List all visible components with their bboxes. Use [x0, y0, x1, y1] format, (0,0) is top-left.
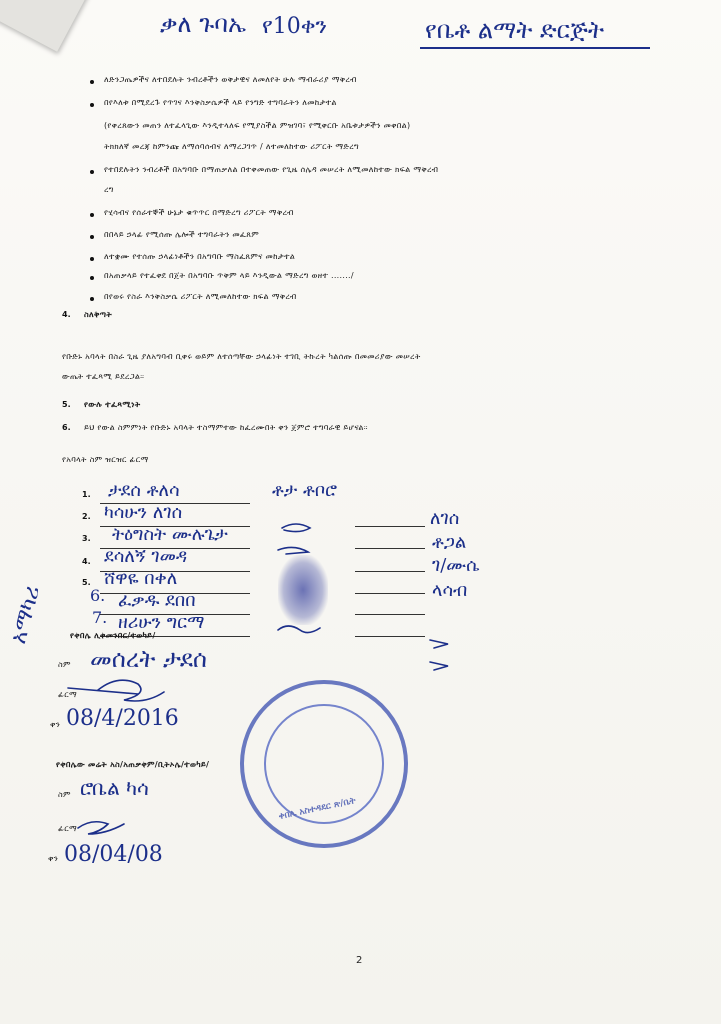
member-name: ታደሰ ቶለሳ	[108, 480, 180, 501]
members-heading: የአባላት ስም ዝርዝር ፊርማ	[62, 455, 149, 464]
member-signature: ለገሰ	[430, 508, 460, 529]
margin-note-handwritten: አማካሪ	[6, 583, 46, 647]
member-name: ትዕግስት ሙሉጌታ	[112, 524, 228, 545]
member-number: 5.	[82, 578, 91, 587]
approver-2-signature-label: ፊርማ	[58, 824, 77, 833]
approver-1-name: መሰረት ታደሰ	[90, 645, 208, 673]
member-signature: ገ/ሙሴ	[432, 555, 480, 576]
approver-1-signature-label: ፊርማ	[58, 690, 77, 699]
bullet-item: በየእለቱ በሚደረጉ የጥገና እንቅስቃሴዎች ላይ የንግድ ተግባራትን ለመከታተል	[104, 98, 337, 107]
section-5-title: የውሉ ተፈጻሚነት	[84, 400, 141, 409]
section-4-title: ስለቅጣት	[84, 310, 112, 319]
approver-1-name-label: ስም	[58, 660, 71, 669]
member-name: ካሳሁን ለገሰ	[104, 502, 183, 523]
approver-2-date: 08/04/08	[64, 842, 163, 867]
bullet-item-cont: ረግ	[104, 185, 114, 194]
bullet-item: ለተቋሙ የተሰጡ ኃላፊነቶችን በአግባቡ ማስፈጸምና መከታተል	[104, 252, 296, 261]
section-4-number: 4.	[62, 310, 71, 319]
bullet-item: በአጠቃላይ የተፈቀደ በጀት በአግባቡ ጥቅም ላይ እንዲውል ማድረግ ወዘተ ......./	[104, 271, 354, 280]
bullet-item: ለድንጋጤዎችና ለተበደሉት ንብረቶችን ወቅታዊና ለመለየት ሁሉ ማብራሪያ ማቅረብ	[104, 75, 357, 84]
member-name: ዘሪሁን ግርማ	[118, 612, 205, 633]
approver-1-date-label: ቀን	[50, 720, 61, 729]
section-4-body-cont: ውጤት ተፈጻሚ ይደረጋል።	[62, 372, 145, 381]
member-number-handwritten: 6.	[90, 586, 106, 605]
member-name: ፈቃዱ ደበበ	[118, 590, 196, 611]
page-number: 2	[356, 955, 363, 966]
bullet-item-cont: ትክክለኛ መረጃ ከምንጩ ለማሰባሰብና ለማረጋገጥ / ለተመለከተው ሪፖርት ማድረግ	[104, 142, 359, 151]
approver-2-title: የቀበሌው መሬት አስ/አጠቃቀም/ቢትኦሌ/ተወካይ/	[56, 760, 210, 769]
section-5-number: 5.	[62, 400, 71, 409]
member-name: ደሳለኝ ገመዳ	[104, 546, 188, 567]
header-mid-handwriting: የ10ቀን	[262, 14, 328, 39]
section-6-number: 6.	[62, 423, 71, 432]
approver-1-title: የቀበሌ ሊቀመንበር/ተወካይ/	[70, 631, 156, 640]
section-6-title: ይህ የውል ስምምነት የቡድኑ አባላት ተስማምተው ከፈረሙበት ቀን ጀምሮ ተግባራዊ ይሆናል።	[84, 423, 368, 432]
member-signature: ቶጋል	[432, 532, 467, 553]
approver-1-date: 08/4/2016	[66, 706, 179, 731]
bullet-item: የተበደሉትን ንብረቶች በአግባቡ በማጠቃለል በተቀመጠው የጊዜ ሰሌዳ መሠረት ለሚመለከተው ክፍል ማቅረብ	[104, 165, 439, 174]
approver-2-name: ሮቤል ካሳ	[80, 776, 149, 800]
stamp-text: ቀበሌ አስተዳደር ጽ/ቤት	[277, 795, 357, 823]
bullet-item: በበላይ ኃላፊ የሚሰጡ ሌሎች ተግባራትን መፈጸም	[104, 230, 259, 239]
member-number: 4.	[82, 557, 91, 566]
bullet-item: በየወሩ የስራ እንቅስቃሴ ሪፖርት ለሚመለከተው ክፍል ማቅረብ	[104, 292, 297, 301]
approver-2-name-label: ስም	[58, 790, 71, 799]
member-number: 2.	[82, 512, 91, 521]
member-signature: ላሳብ	[432, 580, 468, 601]
member-name: ሸዋዬ በቀለ	[104, 568, 178, 589]
bullet-item-cont: (የቀረጸውን መጠን ለተፈላጊው እንዲተላለፍ የሚያስችል ምዝገባ፣ የሚቀርቡ አቤቱታዎችን መቀበል)	[104, 121, 411, 130]
section-4-body: የቡድኑ አባላት በስራ ጊዜ ያለአግባብ ቢቀሩ ወይም ለተሰጣቸው ኃላፊነት ተገቢ ትኩረት ካልሰጡ በመመሪያው መሠረት	[62, 352, 421, 361]
member-number: 1.	[82, 490, 91, 499]
member-number: 3.	[82, 534, 91, 543]
header-right-handwriting: የቤቶ ልማት ድርጅት	[425, 16, 605, 44]
official-stamp	[240, 680, 408, 848]
header-left-handwriting: ቃለ ጉባኤ	[160, 10, 247, 38]
approver-2-date-label: ቀን	[48, 854, 59, 863]
member-number-handwritten: 7.	[92, 608, 108, 627]
bullet-item: የሂሳብና የሰራተኞች ሁኔታ ቁጥጥር በማድረግ ሪፖርት ማቅረብ	[104, 208, 294, 217]
member-signature: ቶታ ቶቦሮ	[272, 480, 338, 501]
